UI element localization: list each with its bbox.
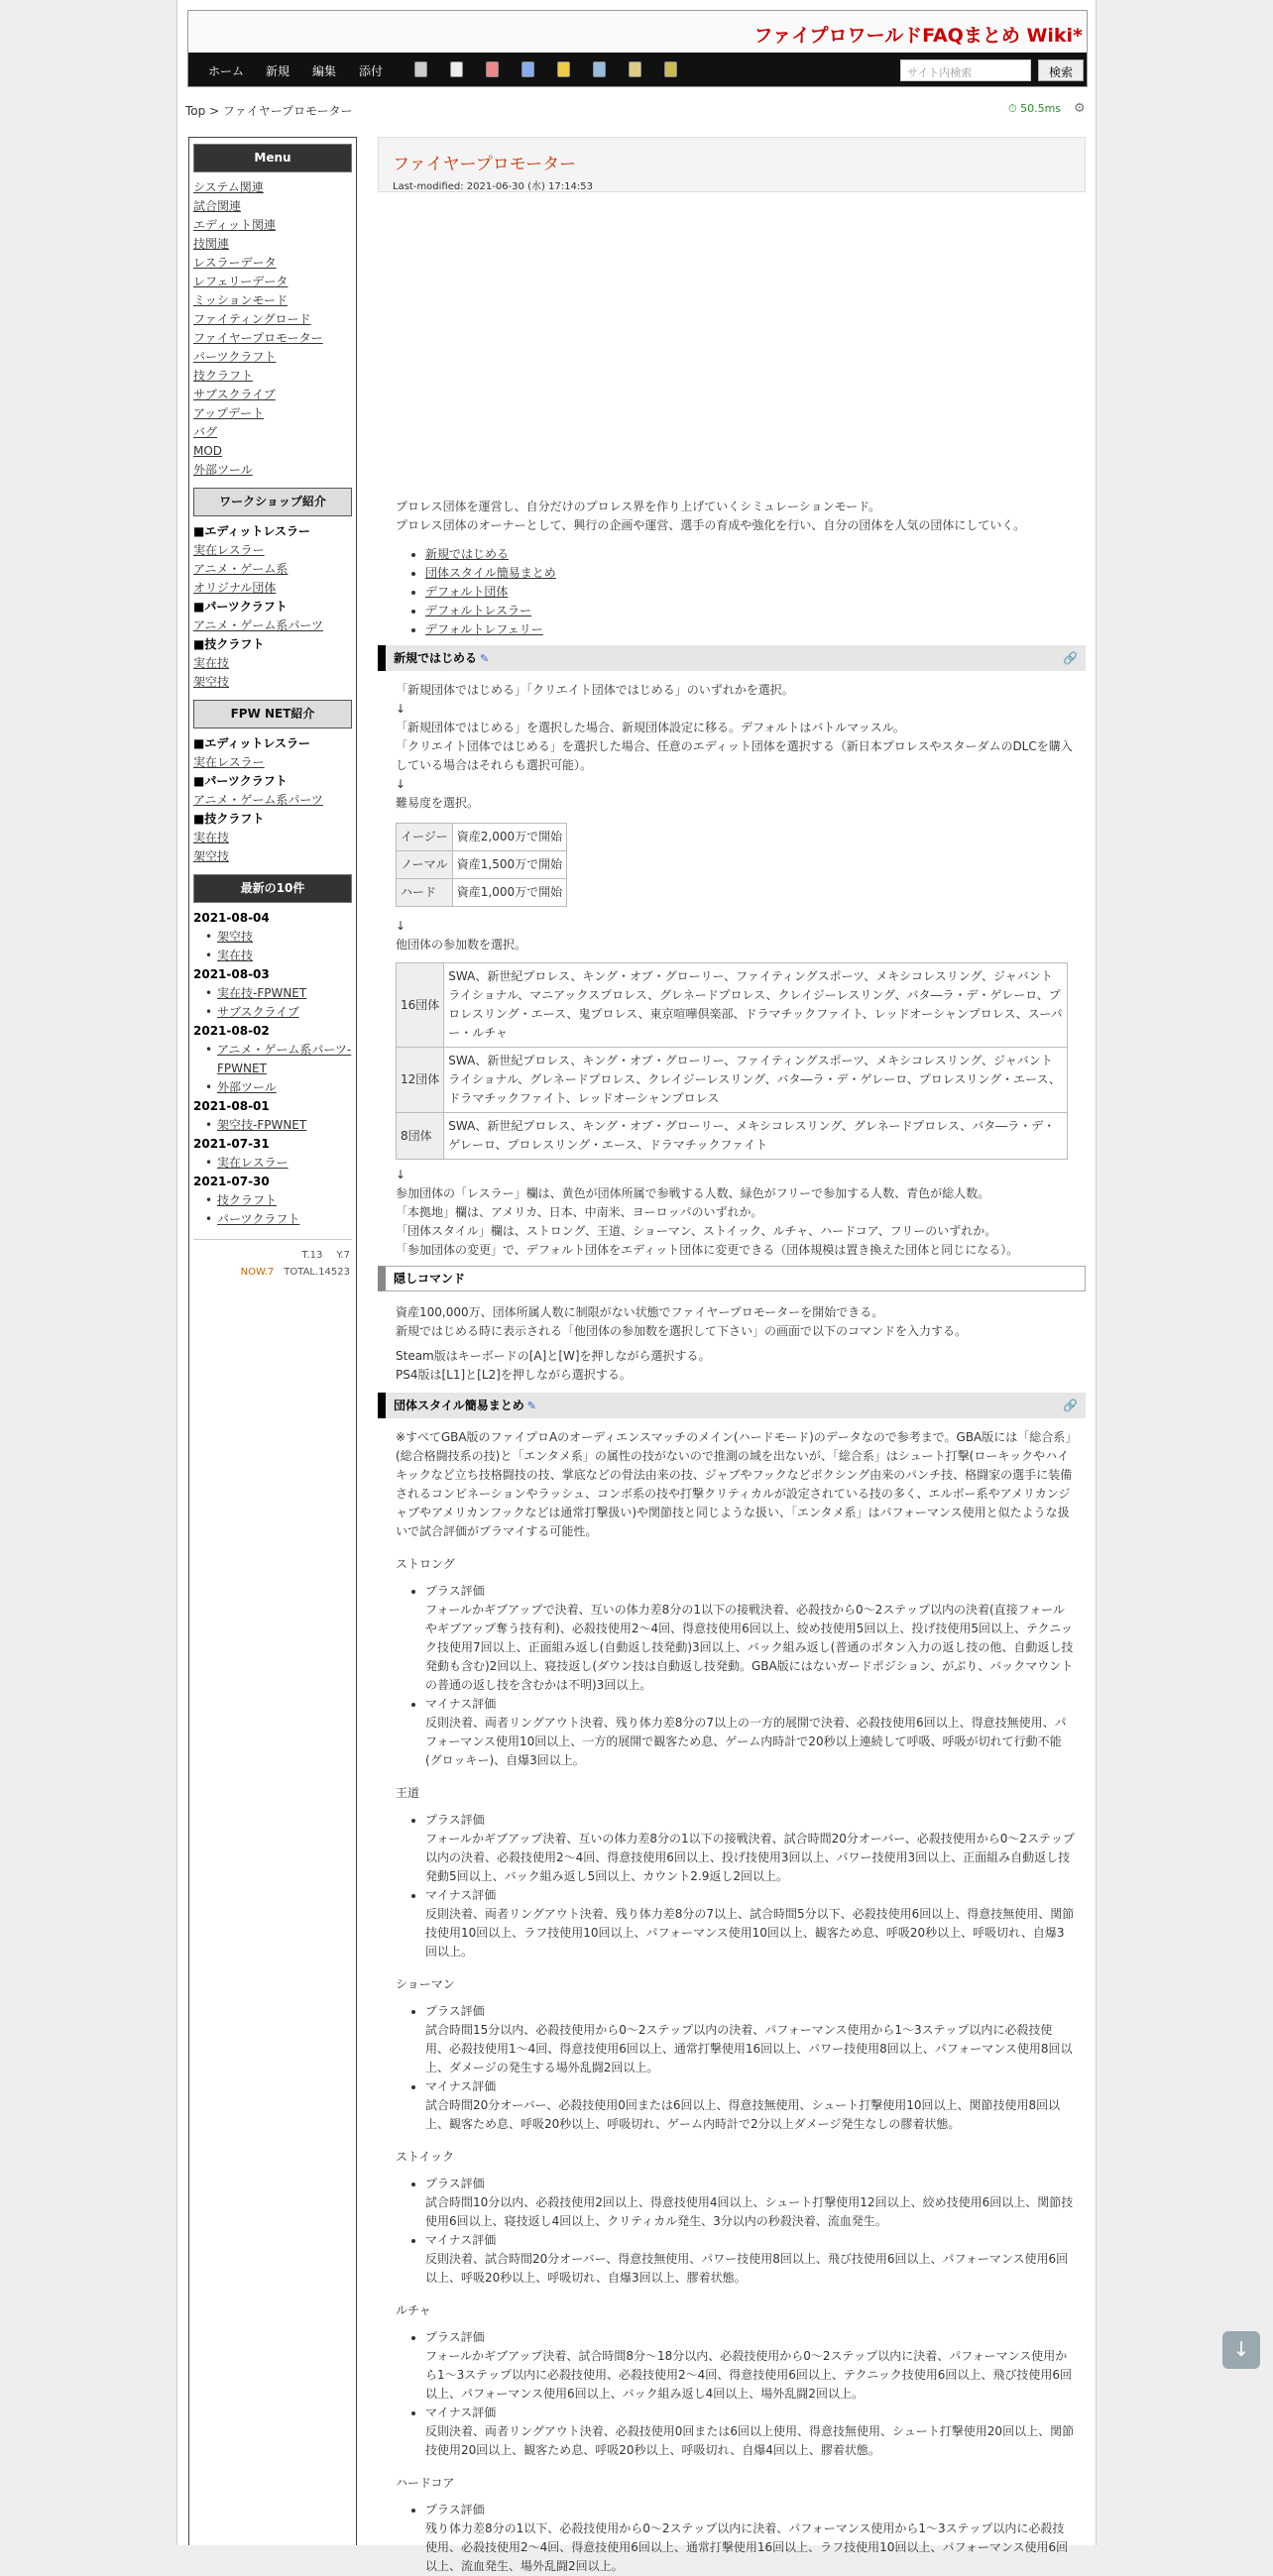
breadcrumb[interactable]: Top > ファイヤープロモーター [185,104,353,118]
style-note: ※すべてGBA版のファイプロAのオーディエンスマッチのメイン(ハードモード)のデータなので参考まで。GBA版には「総合系」(総合格闘技系の技)と「エンタメ系」の属性の技がないので推測の域を出ないが、「総合系」はシュート打撃(ローキックやハイキックなど立ち技格闘技の技、掌底などの骨法由来の技、ジャブやフックなどボクシング由来のパンチ技、格闘家の選手に装備されるコンビネーションやラッシュ、コンボ系の技や打撃クリティカルが設定されている技の多く、エルボー系やアメリカンジャブやアメリカンフックなどは通常打撃扱い)や関節技と同じような扱い、「エンタメ系」はパフォーマンス使用と似たような扱いで試合評価がプラマイする可能性。 [396,1430,1073,1538]
recent-link[interactable]: • 技クラフト [193,1191,352,1210]
text-line: 「新規団体ではじめる」「クリエイト団体ではじめる」のいずれかを選択。 [396,683,794,697]
paragraph: Steam版はキーボードの[A]と[W]を押しながら選択する。 [396,1349,711,1363]
nav-attach[interactable]: 添付 [359,64,384,78]
access-counter [193,1250,352,1261]
arrow-down-icon: ↓ [1232,2337,1250,2361]
sidebar-menu-item[interactable]: ファイヤープロモーター [193,331,323,345]
evaluation-list [396,2175,1076,2288]
ad-space [378,192,1086,498]
sidebar-link[interactable]: アニメ・ゲーム系パーツ [193,618,323,632]
recent-date: 2021-08-04 [193,911,270,925]
recent-list [193,909,352,1229]
nav-home[interactable]: ホーム [208,64,245,78]
search-input[interactable]: サイト内検索 [900,59,1031,81]
evaluation-text: 試合時間20分オーバー、必殺技使用0回または6回以上、得意技無使用、シュート打撃使用10回以上、関節技使用8回以上、観客ため息、呼吸20秒以上、呼吸切れ、ゲーム内時計で2分以上ダメージ発生なしの膠着状態。 [425,2098,1061,2131]
toc-item [425,583,1076,602]
sidebar-group-label: ■エディットレスラー [193,736,311,750]
team-list: SWA、新世紀プロレス、キング・オブ・グローリー、ファイティングスポーツ、メキシコレスリング、ジャバントライショナル、グレネードプロレス、クレイジーレスリング、バタ―ラ・デ・ゲレーロ、プロレスリング・エース、ドラマチックファイト、レッドオーシャンプロレス [444,1048,1068,1113]
pencil-icon[interactable]: ✎ [526,1400,536,1412]
evaluation-text: フォールかギブアップ決着、試合時間8分～18分以内、必殺技使用から0～2ステップ以内に決着、パフォーマンス使用から1～3ステップ以内に必殺技使用、必殺技使用2～4回、得意技使用6回以上、テクニック技使用6回以上、飛び技使用6回以上、パフォーマンス使用6回以上、バック組み返し4回以上、場外乱闘2回以上。 [425,2349,1073,2401]
sidebar-link[interactable]: アニメ・ゲーム系 [193,562,289,576]
recent-link[interactable]: • 外部ツール [193,1078,352,1097]
evaluation-list [396,2002,1076,2134]
style-name: 王道 [396,1786,420,1800]
title-bar [188,11,1087,53]
evaluation-text: 残り体力差8分の1以下、必殺技使用から0～2ステップ以内に決着、パフォーマンス使用から1～3ステップ以内に必殺技使用、必殺技使用2～4回、得意技使用6回以上、通常打撃使用16回以上、ラフ技使用10回以上、パフォーマンス使用6回以上、流血発生、場外乱闘2回以上。 [425,2521,1069,2573]
text-line: ↓ [396,777,406,791]
sidebar-menu-item[interactable]: エディット関連 [193,218,277,232]
workshop-list [193,522,352,692]
table-row [397,1113,1068,1160]
search-button[interactable]: 検索 [1038,59,1084,81]
last-modified: Last-modified: 2021-06-30 (水) 17:14:53 [393,181,593,192]
counter-yesterday: Y.7 [336,1250,350,1261]
evaluation-text: 試合時間10分以内、必殺技使用2回以上、得意技使用4回以上、シュート打撃使用12回以上、絞め技使用6回以上、関節技使用6回以上、寝技返し4回以上、クリティカル発生、3分以内の秒殺決着、流血発生。 [425,2195,1074,2228]
sidebar-link[interactable]: 実在レスラー [193,543,265,557]
evaluation-label: • マイナス評価 [425,2233,497,2247]
paragraph: PS4版は[L1]と[L2]を押しながら選択する。 [396,1368,632,1382]
list-icon[interactable] [593,61,606,77]
section-text [396,681,1076,813]
team-list: SWA、新世紀プロレス、キング・オブ・グローリー、ファイティングスポーツ、メキシコレスリング、ジャバントライショナル、マニアックスプロレス、グレネードプロレス、クレイジーレスリング、バタ―ラ・デ・ゲレーロ、プロレスリング・エース、鬼プロレス、東京喧嘩倶楽部、ドラマチックファイト、レッドオーシャンプロレス、スーパー・ルチャ [444,963,1068,1048]
main-content [378,137,1086,2576]
team-count: 12団体 [397,1048,444,1113]
recent-link[interactable]: • アニメ・ゲーム系パーツ-FPWNET [193,1041,352,1078]
delete-page-icon[interactable] [486,61,499,77]
sidebar-menu-item[interactable]: サブスクライブ [193,388,276,401]
section-heading [378,1393,1086,1418]
sidebar-menu-item[interactable]: 技関連 [193,237,230,251]
history-icon[interactable] [629,61,641,77]
toc-item [425,564,1076,583]
table-row [397,879,567,907]
paragraph: 新規ではじめる時に表示される「他団体の参加数を選択して下さい」の画面で以下のコマンドを入力する。 [396,1324,968,1338]
difficulty-name: ハード [397,879,453,907]
style-name: ストイック [396,2150,455,2164]
difficulty-value: 資産1,500万で開始 [452,851,566,879]
evaluation-item [425,2501,1076,2576]
toc-link[interactable]: デフォルトレフェリー [425,622,543,636]
evaluation-item [425,2328,1076,2404]
copy-icon[interactable] [414,61,427,77]
evaluation-item [425,1811,1076,1886]
navbar [188,53,1087,86]
recent-date: 2021-07-30 [193,1175,270,1188]
section-title: 新規ではじめる [394,651,478,665]
page-container [176,0,1097,2573]
recent-link[interactable]: • 実在レスラー [193,1154,352,1173]
evaluation-item [425,2231,1076,2288]
text-line: ↓ [396,919,406,933]
style-list [396,1555,1076,2576]
section-text [396,917,1076,954]
evaluation-text: 反則決着、両者リングアウト決着、残り体力差8分の7以上、試合時間5分以下、必殺技使用6回以上、得意技無使用、関節技使用10回以上、ラフ技使用10回以上、パフォーマンス使用10回以上、観客ため息、呼吸20秒以上、呼吸切れ、自爆3回以上。 [425,1907,1075,1959]
sidebar-menu-item[interactable]: レスラーデータ [193,256,277,270]
style-name: ストロング [396,1557,455,1571]
table-row [397,963,1068,1048]
text-line: 参加団体の「レスラー」欄は、黄色が団体所属で参戦する人数、緑色がフリーで参加する人数、青色が総人数。 [396,1186,990,1200]
sidebar-group-label: ■エディットレスラー [193,524,311,538]
sidebar-menu-item[interactable]: アップデート [193,406,265,420]
evaluation-item [425,2002,1076,2077]
evaluation-item [425,1886,1076,1961]
page-icon[interactable] [450,61,463,77]
lock-icon[interactable] [557,61,570,77]
site-header [187,10,1088,87]
text-line: 「本拠地」欄は、アメリカ、日本、中南米、ヨーロッパのいずれか。 [396,1205,763,1219]
sidebar-link[interactable]: 実在技 [193,656,230,670]
counter-total: TOTAL.14523 [284,1267,350,1278]
menu-list [193,178,352,480]
counter-today: T.13 [301,1250,323,1261]
sidebar-group-label: ■パーツクラフト [193,600,288,614]
article-body [378,498,1086,2576]
access-counter-2 [193,1267,352,1278]
style-name: ハードコア [396,2476,455,2490]
evaluation-label: • プラス評価 [425,1813,485,1827]
evaluation-item [425,2404,1076,2460]
recent-link[interactable]: • パーツクラフト [193,1210,352,1229]
sidebar-group-label: ■パーツクラフト [193,774,288,788]
evaluation-item [425,1582,1076,1695]
evaluation-label: • マイナス評価 [425,2079,497,2093]
toc-link[interactable]: デフォルト団体 [425,585,509,599]
toc-link[interactable]: 新規ではじめる [425,547,510,561]
link-icon[interactable]: 🔗 [1063,651,1078,665]
toc-item [425,545,1076,564]
counter-now: NOW.7 [240,1267,275,1278]
nav-new[interactable]: 新規 [266,64,290,78]
recent-link[interactable]: • 実在技 [193,947,352,965]
evaluation-list [396,2328,1076,2460]
text-line: 「団体スタイル」欄は、ストロング、王道、ショーマン、ストイック、ルチャ、ハードコア、フリーのいずれか。 [396,1224,997,1238]
evaluation-label: • プラス評価 [425,2177,485,2190]
text-line: 「参加団体の変更」で、デフォルト団体をエディット団体に変更できる（団体規模は置き換えた団体と同じになる）。 [396,1243,1019,1257]
sidebar-link[interactable]: 架空技 [193,675,230,689]
fpwnet-list [193,734,352,866]
sidebar-group-label: ■技クラフト [193,637,265,651]
difficulty-table [396,823,567,907]
fpwnet-heading: FPW NET紹介 [193,700,352,728]
sidebar-group-label: ■技クラフト [193,812,265,826]
intro-line: プロレス団体のオーナーとして、興行の企画や運営、選手の育成や強化を行い、自分の団体を人気の団体にしていく。 [396,518,1026,532]
team-count-table [396,962,1068,1160]
nav-edit[interactable]: 編集 [312,64,337,78]
document-icon[interactable] [521,61,534,77]
evaluation-label: • プラス評価 [425,2004,485,2018]
menu-heading: Menu [193,144,352,172]
evaluation-label: • プラス評価 [425,2503,485,2517]
section-heading [378,645,1086,671]
evaluation-item [425,2077,1076,2134]
recent-link[interactable]: • 実在技-FPWNET [193,984,352,1003]
evaluation-list [396,1582,1076,1770]
sidebar-link[interactable]: 実在技 [193,831,230,844]
toc-link[interactable]: 団体スタイル簡易まとめ [425,566,556,580]
sidebar-menu-item[interactable]: 外部ツール [193,463,253,477]
table-row [397,824,567,851]
evaluation-label: • プラス評価 [425,2330,485,2344]
text-line: 「クリエイト団体ではじめる」を選択した場合、任意のエディット団体を選択する（新日本プロレスやスターダムのDLCを購入している場合はそれらも選択可能）。 [396,739,1073,772]
evaluation-label: • マイナス評価 [425,2406,497,2419]
evaluation-item [425,1695,1076,1770]
text-line: 他団体の参加数を選択。 [396,938,527,952]
section-text [396,1166,1076,1260]
text-line: ↓ [396,702,406,716]
table-row [397,851,567,879]
recent-link[interactable]: • 架空技 [193,928,352,947]
render-time: ⏱ 50.5ms [1008,102,1062,115]
render-time-value: 50.5ms [1020,102,1062,115]
style-name: ショーマン [396,1977,455,1991]
sidebar-link[interactable]: 実在レスラー [193,755,265,769]
difficulty-name: イージー [397,824,453,851]
difficulty-value: 資産1,000万で開始 [452,879,566,907]
workshop-heading: ワークショップ紹介 [193,488,352,516]
text-line: ↓ [396,1168,406,1181]
evaluation-label: • マイナス評価 [425,1888,497,1902]
evaluation-label: • マイナス評価 [425,1697,497,1711]
paragraph: 資産100,000万、団体所属人数に制限がない状態でファイヤープロモーターを開始できる。 [396,1305,884,1319]
sidebar-menu-item[interactable]: MOD [193,444,223,458]
page-title-box [378,137,1086,192]
evaluation-label: • プラス評価 [425,1584,485,1598]
sidebar-menu-item[interactable]: パーツクラフト [193,350,277,364]
evaluation-text: フォールかギブアップで決着、互いの体力差8分の1以下の接戦決着、必殺技から0～2ステップ以内の決着(直接フォールやギブアップ奪う技有利)、必殺技使用2～4回、得意技使用6回以上、絞め技使用5回以上、投げ技使用5回以上、テクニック技使用7回以上、正面組み返し(自動返し技発動)3回以上、バック組み返し(普通のボタン入力の返し技の他、自動返し技発動も含む)2回以上、寝技返し(ダウン技は自動返し技発動。GBA版にはないガードポジション、がぶり、バックマウントの普通の返し技を含むかは不明)3回以上。 [425,1603,1074,1692]
recent-link[interactable]: • 架空技-FPWNET [193,1116,352,1135]
sidebar-link[interactable]: 架空技 [193,849,230,863]
table-row [397,1048,1068,1113]
toc-item [425,602,1076,620]
text-line: 「新規団体ではじめる」を選択した場合、新規団体設定に移る。デフォルトはバトルマッスル。 [396,721,905,734]
link-icon[interactable]: 🔗 [1063,1399,1078,1412]
evaluation-list [396,2501,1076,2576]
recent-date: 2021-08-01 [193,1099,270,1113]
evaluation-text: フォールかギブアップ決着、互いの体力差8分の1以下の接戦決着、試合時間20分オーバー、必殺技使用から0～2ステップ以内の決着、必殺技使用2～4回、得意技使用6回以上、投げ技使用3回以上、パワー技使用3回以上、正面組み自動返し技発動5回以上、バック組み返し5回以上、カウント2.9返し2回以上。 [425,1832,1075,1883]
evaluation-text: 反則決着、試合時間20分オーバー、得意技無使用、パワー技使用8回以上、飛び技使用6回以上、パフォーマンス使用6回以上、呼吸20秒以上、呼吸切れ、自爆3回以上、膠着状態。 [425,2252,1069,2285]
sidebar-menu-item[interactable]: 試合関連 [193,199,242,213]
intro-line: プロレス団体を運営し、自分だけのプロレス界を作り上げていくシミュレーションモード。 [396,500,881,513]
sidebar-menu-item[interactable]: レフェリーデータ [193,275,289,288]
team-list: SWA、新世紀プロレス、キング・オブ・グローリー、メキシコレスリング、グレネードプロレス、バタ―ラ・デ・ゲレーロ、プロレスリング・エース、ドラマチックファイト [444,1113,1068,1160]
evaluation-text: 試合時間15分以内、必殺技使用から0～2ステップ以内の決着、パフォーマンス使用から1～3ステップ以内に必殺技使用、必殺技使用1～4回、得意技使用6回以上、通常打撃使用16回以上、パワー技使用8回以上、パフォーマンス使用8回以上、ダメージの発生する場外乱闘2回以上。 [425,2023,1073,2074]
sidebar-link[interactable]: アニメ・ゲーム系パーツ [193,793,323,807]
sidebar-menu-item[interactable]: バグ [193,425,218,439]
sidebar-menu-item[interactable]: ミッションモード [193,293,289,307]
evaluation-list [396,1811,1076,1961]
gear-icon[interactable]: ⚙ [1074,101,1086,116]
recent-heading: 最新の10件 [193,874,352,903]
team-count: 16団体 [397,963,444,1048]
team-count: 8団体 [397,1113,444,1160]
recent-link[interactable]: • サブスクライブ [193,1003,352,1022]
difficulty-value: 資産2,000万で開始 [452,824,566,851]
evaluation-item [425,2175,1076,2231]
subsection-title: 隠しコマンド [394,1272,466,1286]
page-title: ファイヤープロモーター [393,155,577,174]
recent-date: 2021-08-02 [193,1024,270,1038]
section-title: 団体スタイル簡易まとめ [394,1399,524,1412]
sidebar-menu-item[interactable]: ファイティングロード [193,312,311,326]
recent-date: 2021-07-31 [193,1137,270,1151]
sidebar-menu-item[interactable]: 技クラフト [193,369,254,383]
sidebar [188,137,357,2545]
text-line: 難易度を選択。 [396,796,480,810]
evaluation-text: 反則決着、両者リングアウト決着、残り体力差8分の7以上の一方的展開で決着、必殺技使用6回以上、得意技無使用、パフォーマンス使用10回以上、一方的展開で観客ため息、ゲーム内時計で20秒以上連続して呼吸、呼吸が切れて行動不能(グロッキー)、自爆3回以上。 [425,1716,1067,1767]
toc-item [425,620,1076,639]
scroll-down-button[interactable] [1222,2331,1260,2369]
table-of-contents [396,545,1076,639]
diff-icon[interactable] [664,61,677,77]
sidebar-link[interactable]: オリジナル団体 [193,581,277,595]
style-name: ルチャ [396,2303,431,2317]
pencil-icon[interactable]: ✎ [480,652,490,665]
toc-link[interactable]: デフォルトレスラー [425,604,532,617]
site-title[interactable]: ファイプロワールドFAQまとめ Wiki* [753,25,1083,47]
evaluation-text: 反則決着、両者リングアウト決着、必殺技使用0回または6回以上使用、得意技無使用、シュート打撃使用20回以上、関節技使用20回以上、観客ため息、呼吸20秒以上、呼吸切れ、自爆4回以上、膠着状態。 [425,2424,1075,2457]
sidebar-menu-item[interactable]: システム関連 [193,180,264,194]
recent-date: 2021-08-03 [193,967,270,981]
difficulty-name: ノーマル [397,851,453,879]
subsection-heading [378,1266,1086,1291]
